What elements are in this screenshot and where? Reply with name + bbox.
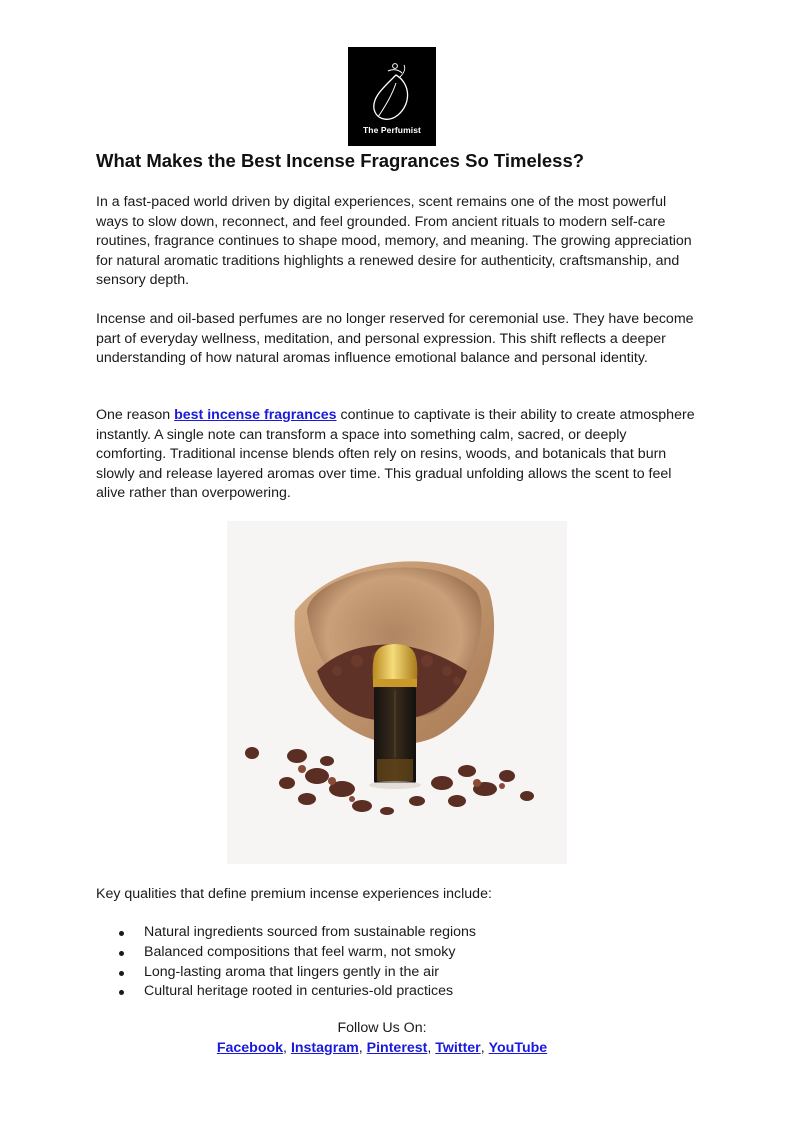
qualities-list [96,923,476,1002]
link-separator: , [427,1040,436,1056]
link-separator: , [358,1040,367,1056]
page-title: What Makes the Best Incense Fragrances So Timeless? [96,150,585,171]
incense-bowl-bottle-image [227,521,567,864]
list-item: Cultural heritage rooted in centuries-old practices [96,982,476,1002]
twitter-link[interactable]: Twitter [435,1040,481,1056]
list-item: Balanced compositions that feel warm, not smoky [96,943,476,963]
link-separator: , [480,1040,489,1056]
youtube-link[interactable]: YouTube [488,1040,548,1056]
best-incense-fragrances-link[interactable]: best incense fragrances [174,407,337,423]
list-item: Long-lasting aroma that lingers gently in the air [96,963,476,983]
list-item: Natural ingredients sourced from sustainable regions [96,923,476,943]
qualities-intro: Key qualities that define premium incense experiences include: [96,886,492,902]
product-photo [227,521,567,864]
paragraph-wellness: Incense and oil-based perfumes are no longer reserved for ceremonial use. They have become part of everyday wellness, meditation, and personal expression. This shift reflects a deeper understanding of how natural aromas influence emotional balance and personal identity. [96,311,694,367]
social-links [0,1039,764,1058]
paragraph-text-end: continue to captivate is their ability to create atmosphere instantly. A single note can transform a space into something calm, sacred, or deeply comforting. Traditional incense blends often rely on resins, woods, and botanicals that burn slowly and release layered aromas over time. This gradual unfolding allows the scent to feel alive rather than overpowering. [96,407,695,502]
paragraph-atmosphere [96,406,698,504]
follow-us-label: Follow Us On: [337,1020,427,1036]
link-separator: , [283,1040,291,1056]
logo-text: The Perfumist [363,125,421,135]
instagram-link[interactable]: Instagram [290,1040,359,1056]
facebook-link[interactable]: Facebook [216,1040,284,1056]
pinterest-link[interactable]: Pinterest [366,1040,428,1056]
brand-logo [348,47,436,146]
paragraph-intro: In a fast-paced world driven by digital experiences, scent remains one of the most powerful ways to slow down, reconnect, and feel grounded. From ancient rituals to modern self-care routines, fragrance continues to shape mood, memory, and meaning. The growing appreciation for natural aromatic traditions highlights a renewed desire for authenticity, craftsmanship, and sensory depth. [96,194,692,289]
paragraph-text-start: One reason [96,407,175,423]
